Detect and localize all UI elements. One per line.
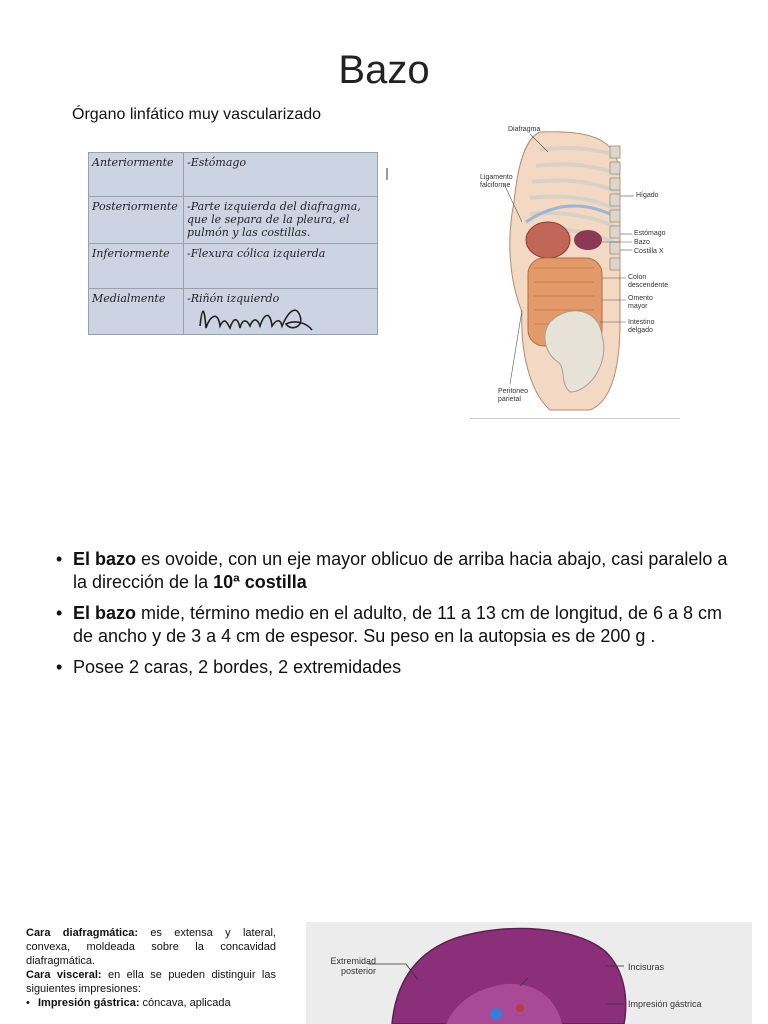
spleen-figure (306, 922, 752, 1024)
handwritten-signature (196, 296, 316, 338)
relation-key: Medialmente (89, 289, 184, 335)
table-row (89, 197, 378, 244)
bullet-bold: El bazo (73, 603, 137, 623)
term-label: Impresión gástrica: (38, 997, 140, 1009)
bullet-bold: 10ª costilla (213, 572, 307, 592)
relation-key: Posteriormente (89, 197, 184, 244)
anatomy-figure (470, 122, 680, 422)
page-title: Bazo (338, 48, 430, 92)
label-colon: Colon descendente (628, 274, 669, 289)
label-intestino: Intestino delgado (628, 319, 655, 334)
label-impresion-gastrica: Impresión gástrica (628, 999, 702, 1009)
term-label: Cara visceral: (26, 969, 102, 981)
relation-key: Anteriormente (89, 153, 184, 197)
relation-value: -Riñón izquierdo (184, 289, 378, 335)
term-label: Cara diafragmática: (26, 927, 138, 939)
label-bazo: Bazo (634, 239, 650, 246)
bullet-text: es ovoide, con un eje mayor oblicuo de arriba hacia abajo, casi paralelo a la dirección de la (73, 549, 728, 592)
label-higado: Hígado (636, 192, 659, 199)
list-item (56, 548, 736, 594)
label-peritoneo: Peritoneo parietal (498, 388, 528, 403)
label-estomago: Estómago (634, 230, 666, 237)
term-text: cóncava, aplicada (139, 997, 231, 1009)
subtitle: Órgano linfático muy vascularizado (72, 106, 322, 123)
bullet-bold: El bazo (73, 549, 137, 569)
anatomy-illustration (470, 122, 680, 418)
bullet-text: Posee 2 caras, 2 bordes, 2 extremidades (73, 657, 402, 677)
divider-mark (386, 168, 388, 180)
term-text: en ella se pueden distinguir las siguientes impresiones: (26, 969, 276, 995)
relation-key: Inferiormente (89, 244, 184, 289)
relation-value: -Flexura cólica izquierda (184, 244, 378, 289)
bullet-text: mide, término medio en el adulto, de 11 a 13 cm de longitud, de 6 a 8 cm de ancho y de 3 a 4 cm de espesor. Su peso en la autopsia es de 200 g . (73, 603, 723, 646)
table-row (89, 153, 378, 197)
label-incisuras: Incisuras (628, 962, 665, 972)
list-item (56, 656, 736, 679)
relation-value: -Parte izquierda del diafragma, que le separa de la pleura, el pulmón y las costillas. (184, 197, 378, 244)
label-omento: Omento mayor (628, 295, 653, 310)
figure-baseline (470, 418, 680, 419)
label-ligamento-falciforme: Ligamento falciforme (480, 174, 513, 189)
table-row (89, 244, 378, 289)
list-item (56, 602, 736, 648)
bullet-list (56, 548, 736, 687)
label-costilla: Costilla X (634, 248, 664, 255)
label-extremidad-posterior: Extremidad posterior (330, 956, 376, 976)
label-diafragma: Diafragma (508, 126, 541, 133)
term-text: es extensa y lateral, convexa, moldeada sobre la concavidad diafragmática. (26, 927, 276, 967)
bottom-description (26, 926, 276, 1010)
relation-value: -Estómago (184, 153, 378, 197)
